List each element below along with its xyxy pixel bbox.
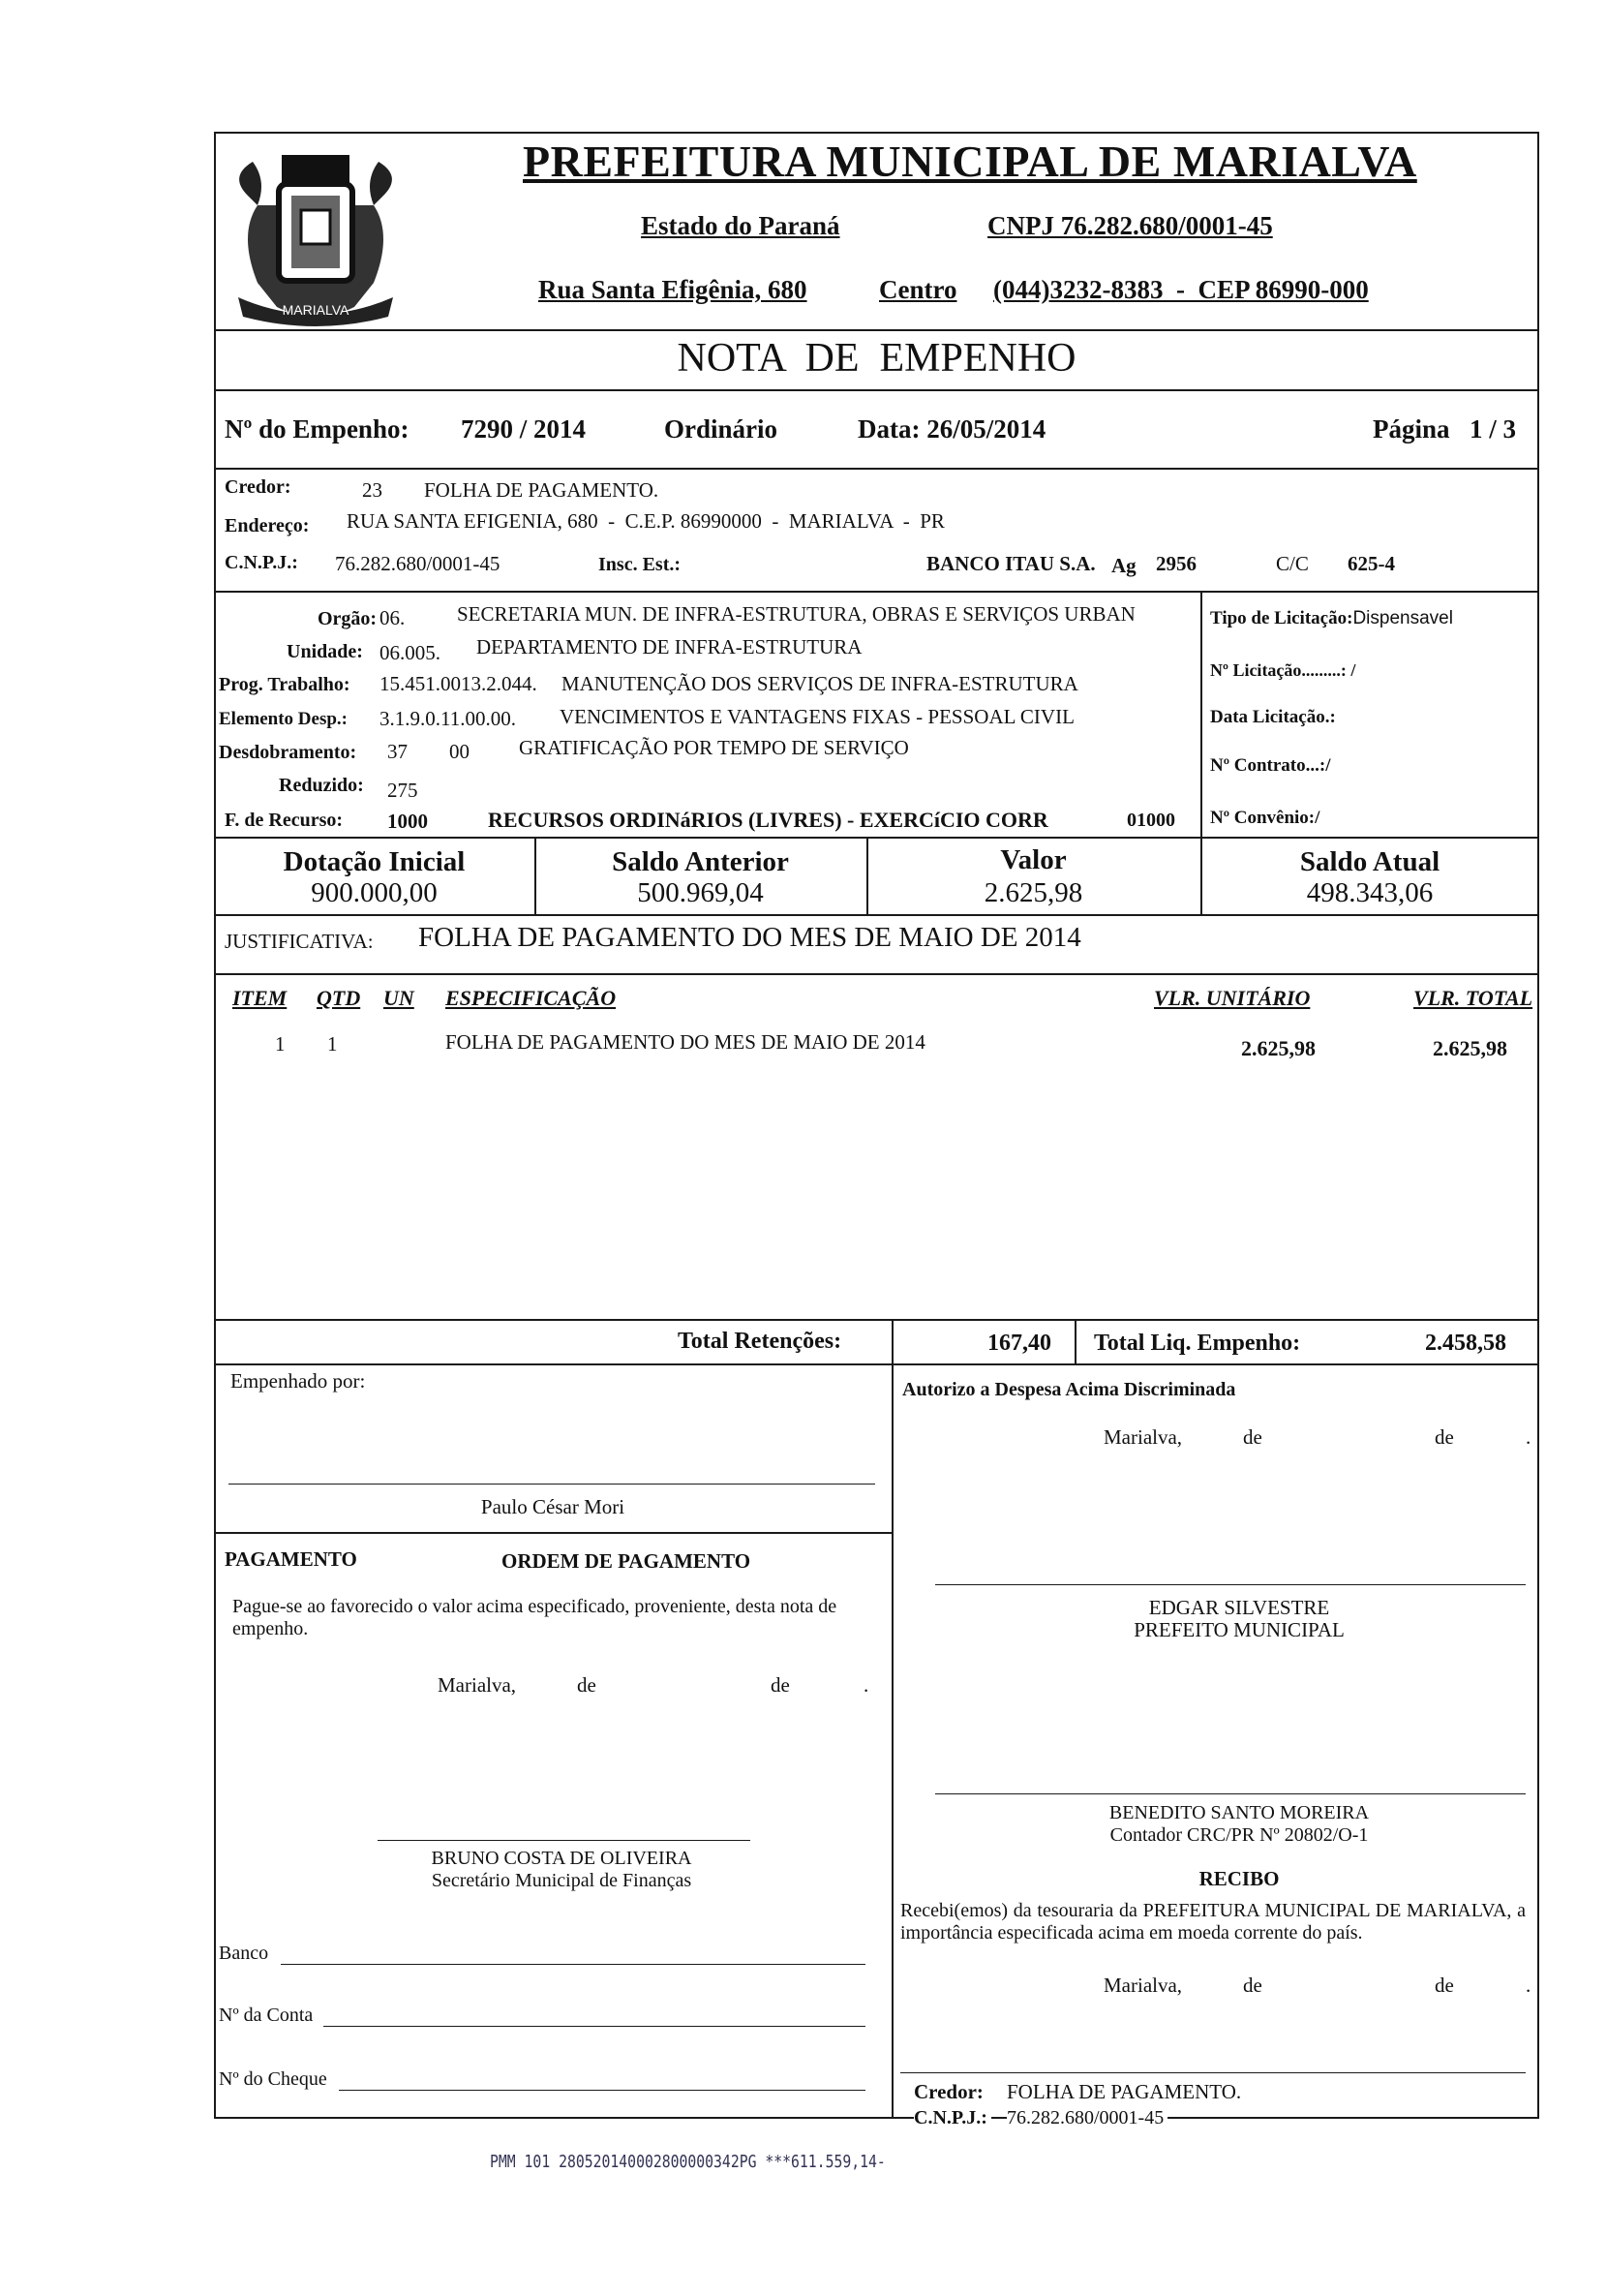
valor-label: Valor <box>1000 844 1067 875</box>
recibo-title: RECIBO <box>1198 1867 1280 1890</box>
liq-empenho-value: 2.458,58 <box>1425 1331 1506 1356</box>
page-label: Página <box>1373 414 1450 444</box>
banco-label: BANCO ITAU S.A. <box>926 552 1096 575</box>
credor-code: 23 <box>362 478 382 502</box>
retencoes-value: 167,40 <box>987 1331 1051 1356</box>
reduzido-label: Reduzido: <box>279 775 364 796</box>
district-label: Centro <box>879 275 957 304</box>
elemento-label: Elemento Desp.: <box>219 709 348 729</box>
credor-name: FOLHA DE PAGAMENTO. <box>424 478 659 502</box>
empenho-label: Nº do Empenho: <box>225 414 409 444</box>
credor-label: Credor: <box>225 476 291 498</box>
col-header-total: VLR. TOTAL <box>1413 986 1533 1010</box>
desdobramento-code2: 00 <box>449 740 470 763</box>
dotacao-inicial-value: 900.000,00 <box>311 877 438 908</box>
fonte-code: 1000 <box>387 810 428 833</box>
pagamento-dot: . <box>864 1673 869 1697</box>
signature-line <box>935 1793 1526 1794</box>
signature-line <box>935 1584 1526 1585</box>
divider <box>214 837 1539 839</box>
prefeito-role: PREFEITO MUNICIPAL <box>1134 1618 1345 1641</box>
address-label: Rua Santa Efigênia, 680 <box>538 275 807 304</box>
dotacao-inicial-label: Dotação Inicial <box>283 846 466 877</box>
orgao-label: Orgão: <box>318 608 378 629</box>
autorizo-place: Marialva, <box>1104 1425 1183 1449</box>
autorizo-de2: de <box>1435 1425 1454 1449</box>
col-header-item: ITEM <box>232 986 288 1010</box>
conta-field-label: Nº da Conta <box>219 2005 314 2026</box>
col-header-unit: VLR. UNITÁRIO <box>1154 986 1311 1010</box>
signature-line <box>900 2072 1526 2073</box>
prog-code: 15.451.0013.2.044. <box>379 672 537 695</box>
saldo-anterior-label: Saldo Anterior <box>612 846 789 877</box>
row-total: 2.625,98 <box>1433 1036 1507 1060</box>
recibo-place: Marialva, <box>1104 1974 1183 1997</box>
empenho-date: Data: 26/05/2014 <box>858 414 1046 444</box>
contador-role: Contador CRC/PR Nº 20802/O-1 <box>1109 1824 1369 1846</box>
conta-field-line <box>323 2026 865 2027</box>
signature-line <box>228 1484 875 1485</box>
pagamento-de2: de <box>771 1673 790 1697</box>
autorizo-dot: . <box>1526 1425 1531 1449</box>
divider <box>1075 1319 1076 1363</box>
desdobramento-label: Desdobramento: <box>219 742 357 763</box>
autorizo-de1: de <box>1243 1425 1262 1449</box>
divider <box>214 1532 892 1534</box>
saldo-anterior-value: 500.969,04 <box>637 877 764 908</box>
pagamento-de1: de <box>577 1673 596 1697</box>
orgao-code: 06. <box>379 606 406 629</box>
row-item: 1 <box>275 1032 286 1056</box>
recibo-text: Recebi(emos) da tesouraria da PREFEITURA MUNICIPAL DE MARIALVA, a importância especificada acima em moeda corrente do país. <box>900 1900 1526 1944</box>
retencoes-label: Total Retenções: <box>678 1329 842 1354</box>
banco-field-line <box>281 1964 865 1965</box>
empenho-type: Ordinário <box>664 414 778 444</box>
reduzido-code: 275 <box>387 779 418 802</box>
empenhado-name: Paulo César Mori <box>480 1495 625 1518</box>
divider <box>214 468 1539 470</box>
desdobramento-code1: 37 <box>387 740 408 763</box>
contrato-number: Nº Contrato...:/ <box>1210 755 1331 776</box>
elemento-code: 3.1.9.0.11.00.00. <box>379 707 516 730</box>
contador-name: BENEDITO SANTO MOREIRA <box>1108 1802 1370 1823</box>
fonte-label: F. de Recurso: <box>225 810 344 831</box>
endereco-label: Endereço: <box>225 515 310 536</box>
divider <box>214 973 1539 975</box>
fonte-code2: 01000 <box>1127 810 1175 831</box>
prefeito-name: EDGAR SILVESTRE <box>1148 1596 1330 1619</box>
phone-cep-label: (044)3232-8383 - CEP 86990-000 <box>993 275 1369 304</box>
cc-label: C/C <box>1276 552 1309 575</box>
tipo-licitacao-label <box>1210 608 1453 629</box>
valor-value: 2.625,98 <box>984 877 1083 908</box>
recibo-credor-label: Credor: <box>914 2080 984 2103</box>
recibo-cnpj-value: 76.282.680/0001-45 <box>1007 2107 1167 2129</box>
fonte-value: RECURSOS ORDINáRIOS (LIVRES) - EXERCíCIO CORR <box>488 808 1048 832</box>
col-header-qtd: QTD <box>317 986 361 1010</box>
row-qtd: 1 <box>327 1032 338 1056</box>
pagamento-text: Pague-se ao favorecido o valor acima especificado, proveniente, desta nota de empenho. <box>232 1596 837 1639</box>
divider <box>214 389 1539 391</box>
divider <box>1200 591 1202 837</box>
state-label: Estado do Paraná <box>641 211 840 240</box>
col-header-spec: ESPECIFICAÇÃO <box>445 986 617 1010</box>
insc-est-label: Insc. Est.: <box>598 554 682 575</box>
cheque-field-line <box>339 2090 865 2091</box>
signature-line <box>378 1840 750 1841</box>
cnpj-credor-label: C.N.P.J.: <box>225 552 298 573</box>
unidade-code: 06.005. <box>379 641 440 664</box>
prog-label: Prog. Trabalho: <box>219 674 350 695</box>
municipal-seal <box>219 138 412 327</box>
data-licitacao: Data Licitação.: <box>1210 707 1336 727</box>
footer-code: PMM 101 280520140002800000342PG ***611.559,14- <box>490 2152 886 2172</box>
tipo-licitacao-key: Tipo de Licitação: <box>1210 608 1353 628</box>
orgao-value: SECRETARIA MUN. DE INFRA-ESTRUTURA, OBRAS E SERVIÇOS URBAN <box>457 602 1136 626</box>
prog-value: MANUTENÇÃO DOS SERVIÇOS DE INFRA-ESTRUTURA <box>561 672 1078 695</box>
cnpj-label: CNPJ 76.282.680/0001-45 <box>987 211 1273 240</box>
licitacao-number: Nº Licitação.........: / <box>1210 660 1356 680</box>
divider <box>214 1319 1539 1321</box>
row-spec: FOLHA DE PAGAMENTO DO MES DE MAIO DE 2014 <box>445 1030 925 1054</box>
divider <box>214 329 1539 331</box>
empenho-number: 7290 / 2014 <box>461 414 587 444</box>
divider <box>214 914 1539 916</box>
desdobramento-value: GRATIFICAÇÃO POR TEMPO DE SERVIÇO <box>519 736 909 759</box>
ag-value: 2956 <box>1156 552 1197 575</box>
unidade-label: Unidade: <box>287 641 363 662</box>
page-value: 1 / 3 <box>1470 414 1517 444</box>
recibo-de2: de <box>1435 1974 1454 1997</box>
divider <box>214 591 1539 593</box>
saldo-atual-label: Saldo Atual <box>1299 846 1440 877</box>
tipo-licitacao-value: Dispensavel <box>1352 608 1453 628</box>
ag-label: Ag <box>1111 554 1137 577</box>
liq-empenho-label: Total Liq. Empenho: <box>1094 1331 1301 1356</box>
row-unit: 2.625,98 <box>1241 1036 1316 1060</box>
justificativa-text: FOLHA DE PAGAMENTO DO MES DE MAIO DE 2014 <box>418 922 1081 953</box>
recibo-cnpj-label: C.N.P.J.: <box>914 2107 991 2129</box>
unidade-value: DEPARTAMENTO DE INFRA-ESTRUTURA <box>476 635 863 658</box>
autorizo-label: Autorizo a Despesa Acima Discriminada <box>902 1379 1236 1400</box>
pagamento-label: PAGAMENTO <box>225 1547 357 1571</box>
doc-title: NOTA DE EMPENHO <box>677 336 1076 381</box>
seal-text: MARIALVA <box>282 302 349 318</box>
ordem-pagamento-label: ORDEM DE PAGAMENTO <box>501 1549 751 1573</box>
justificativa-label: JUSTIFICATIVA: <box>225 930 374 953</box>
divider <box>214 1363 1539 1365</box>
secretario-name: BRUNO COSTA DE OLIVEIRA <box>431 1848 692 1869</box>
recibo-credor-value: FOLHA DE PAGAMENTO. <box>1007 2080 1242 2103</box>
page-title: PREFEITURA MUNICIPAL DE MARIALVA <box>523 137 1417 186</box>
recibo-de1: de <box>1243 1974 1262 1997</box>
cc-value: 625-4 <box>1348 552 1395 575</box>
convenio-number: Nº Convênio:/ <box>1210 808 1320 828</box>
banco-field-label: Banco <box>219 1943 269 1964</box>
col-header-un: UN <box>383 986 414 1010</box>
endereco-value: RUA SANTA EFIGENIA, 680 - C.E.P. 86990000 - MARIALVA - PR <box>347 509 945 533</box>
saldo-atual-value: 498.343,06 <box>1306 877 1434 908</box>
pagamento-place: Marialva, <box>438 1673 517 1697</box>
empenhado-por-label: Empenhado por: <box>230 1369 366 1393</box>
elemento-value: VENCIMENTOS E VANTAGENS FIXAS - PESSOAL CIVIL <box>560 705 1075 728</box>
recibo-dot: . <box>1526 1974 1531 1997</box>
divider <box>892 1319 894 2119</box>
secretario-role: Secretário Municipal de Finanças <box>431 1870 692 1891</box>
cnpj-credor-value: 76.282.680/0001-45 <box>335 552 500 575</box>
cheque-field-label: Nº do Cheque <box>219 2068 327 2090</box>
